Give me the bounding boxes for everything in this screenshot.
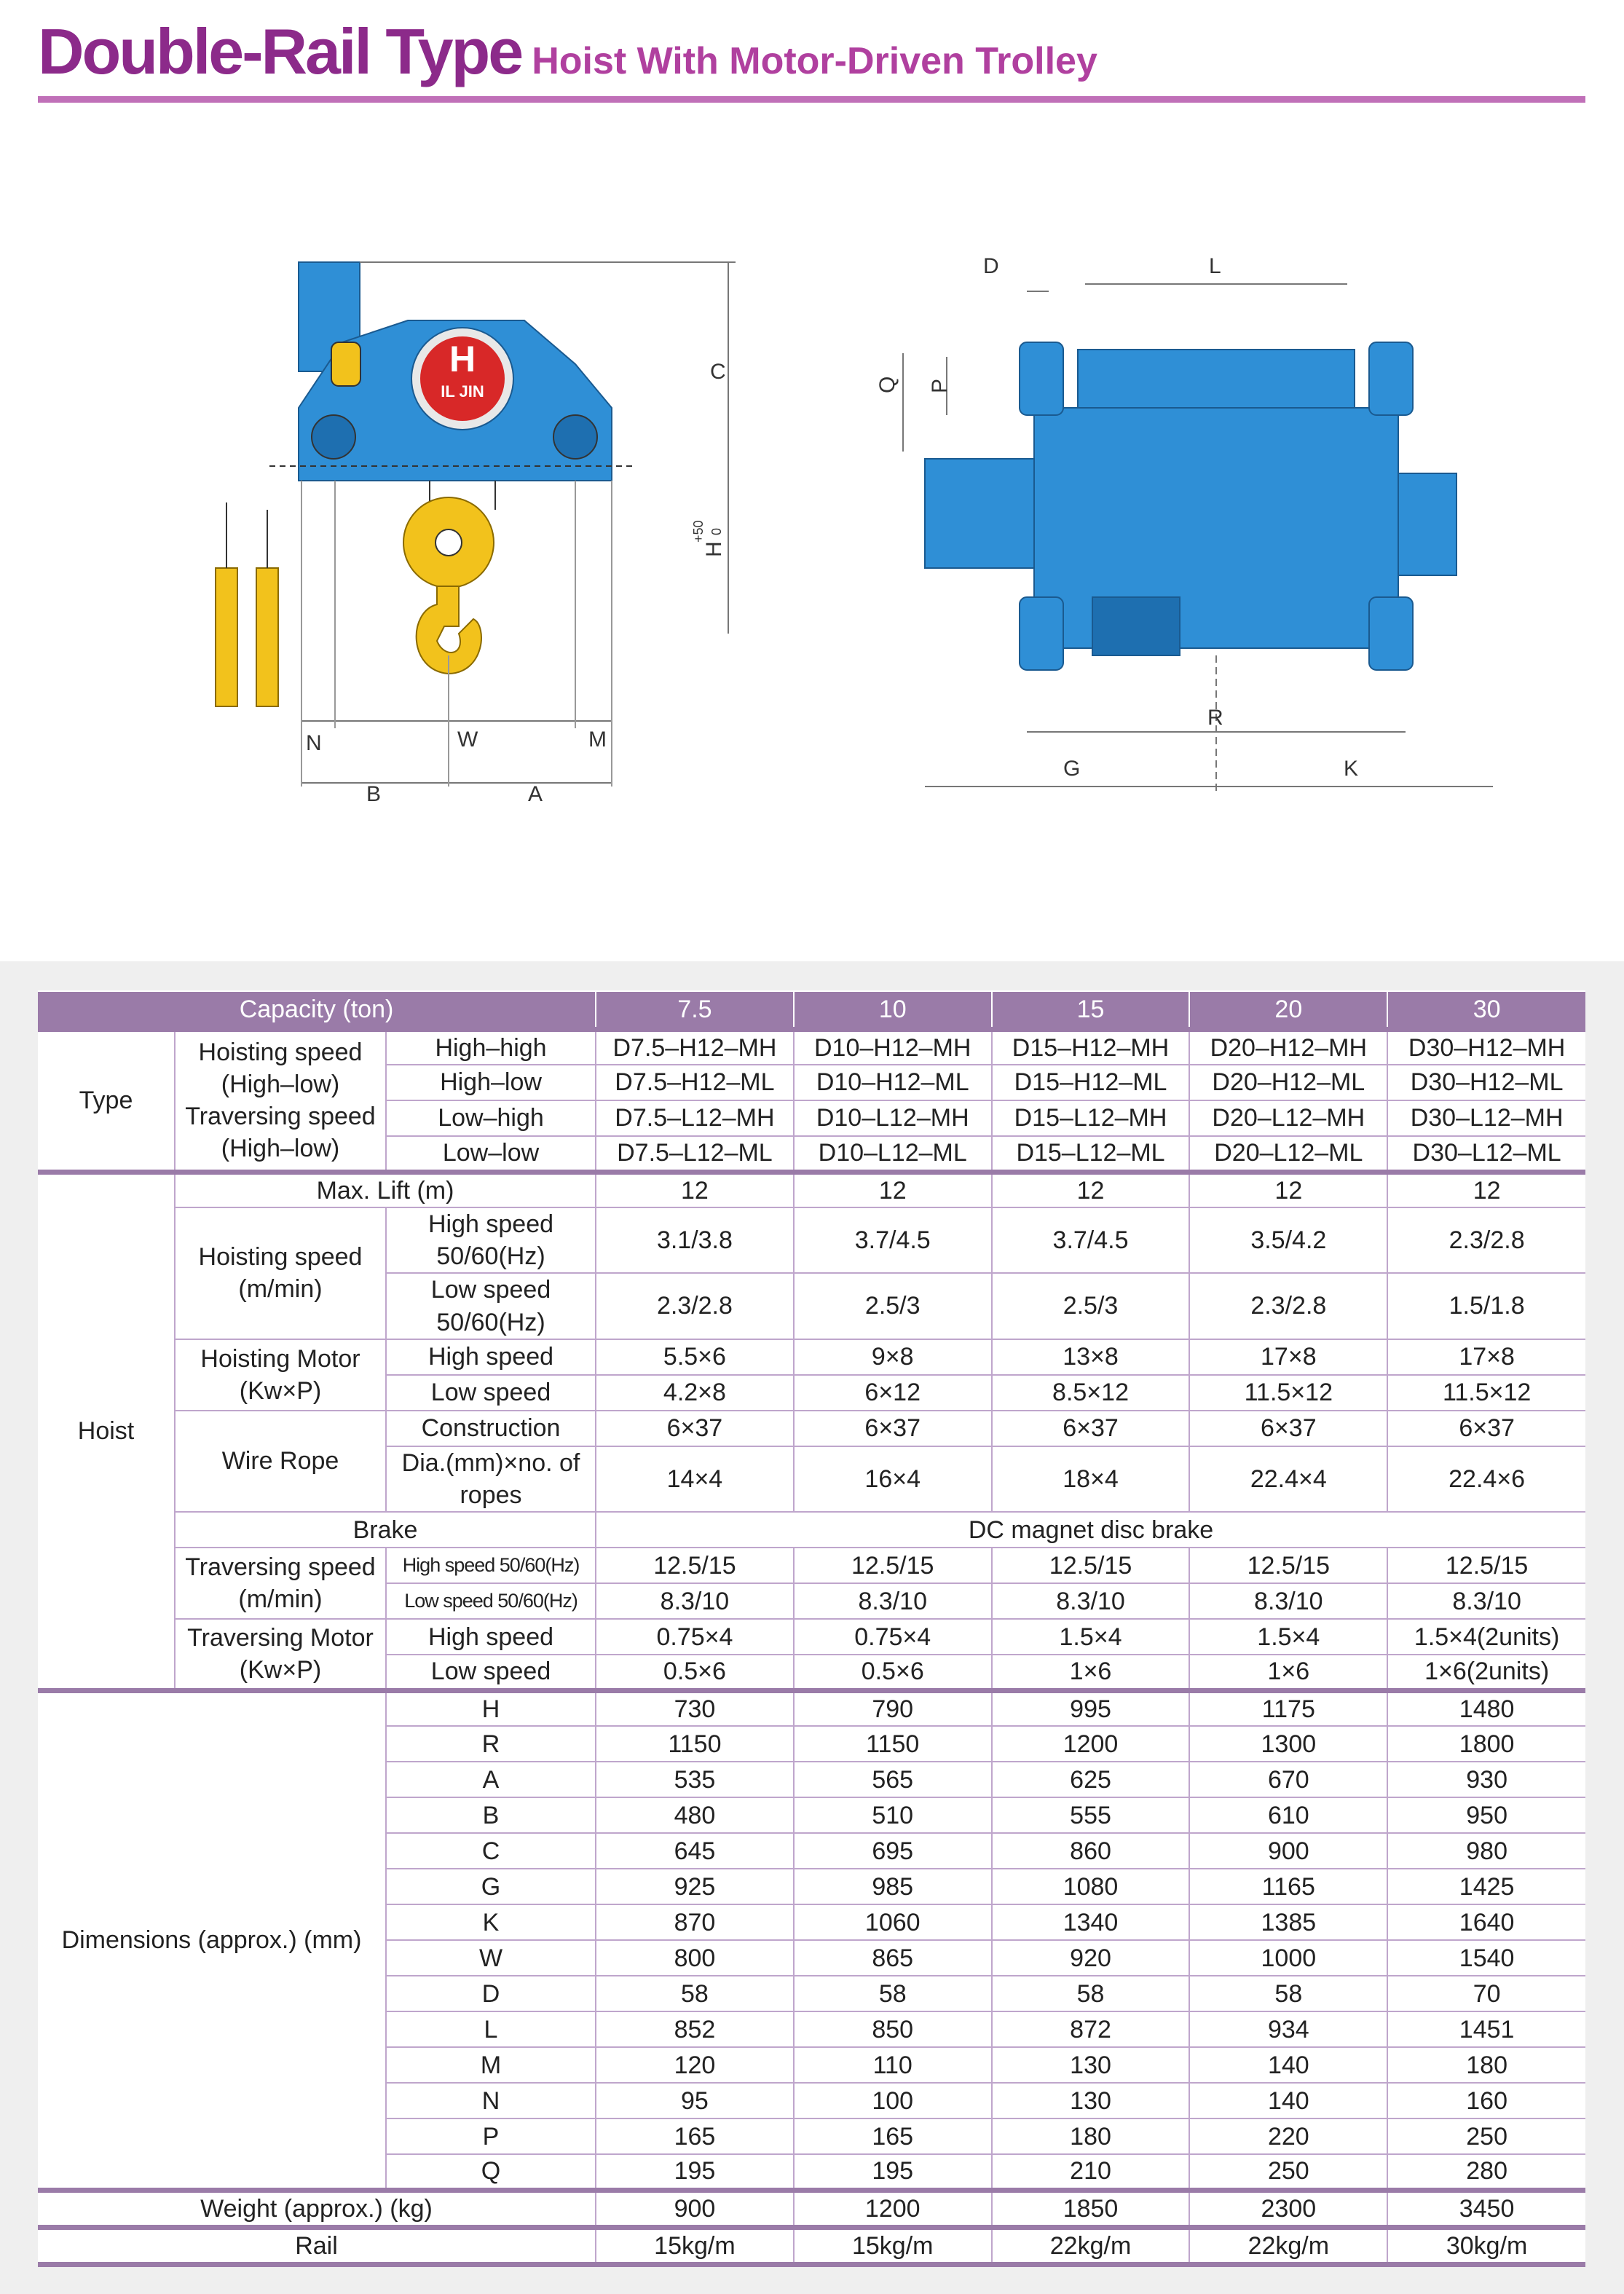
- table-cell: 1060: [794, 1904, 992, 1940]
- page-header: [38, 15, 1097, 89]
- label-m: M: [588, 728, 607, 752]
- table-cell: 1425: [1387, 1869, 1585, 1904]
- table-cell: High speed: [386, 1339, 596, 1375]
- table-cell: D10–H12–MH: [794, 1029, 992, 1065]
- table-cell: 1300: [1189, 1726, 1387, 1762]
- table-cell: 22kg/m: [1189, 2227, 1387, 2264]
- table-cell: 70: [1387, 1976, 1585, 2011]
- table-cell: 480: [596, 1797, 794, 1833]
- table-row: [38, 1690, 1585, 1726]
- logo-letter: H: [449, 339, 476, 379]
- table-cell: 1.5×4: [992, 1619, 1190, 1655]
- table-cell: High speed 50/60(Hz): [386, 1548, 596, 1583]
- label-h-zero: 0: [709, 527, 724, 535]
- table-cell: 15kg/m: [596, 2227, 794, 2264]
- table-cell: 800: [596, 1940, 794, 1976]
- table-cell: 0.75×4: [596, 1619, 794, 1655]
- page-subtitle: Hoist With Motor-Driven Trolley: [532, 40, 1097, 82]
- table-cell: 1480: [1387, 1690, 1585, 1726]
- table-cell: 1.5×4(2units): [1387, 1619, 1585, 1655]
- table-cell: 130: [992, 2083, 1190, 2118]
- table-cell: Q: [386, 2154, 596, 2190]
- table-cell: Low speed 50/60(Hz): [386, 1583, 596, 1619]
- table-row: [38, 1172, 1585, 1207]
- table-cell: D7.5–L12–MH: [596, 1100, 794, 1136]
- table-cell: D15–H12–ML: [992, 1065, 1190, 1100]
- label-g: G: [1063, 757, 1081, 781]
- table-cell: 1385: [1189, 1904, 1387, 1940]
- table-cell: 280: [1387, 2154, 1585, 2190]
- table-cell: D15–H12–MH: [992, 1029, 1190, 1065]
- table-cell: 12.5/15: [1387, 1548, 1585, 1583]
- header-cell: 7.5: [596, 991, 794, 1029]
- table-cell: D: [386, 1976, 596, 2011]
- table-cell: Traversing Motor (Kw×P): [175, 1619, 386, 1690]
- table-cell: 1540: [1387, 1940, 1585, 1976]
- table-row: [38, 1411, 1585, 1446]
- table-cell: 12.5/15: [1189, 1548, 1387, 1583]
- side-view-drawing: [216, 262, 736, 787]
- table-cell: 670: [1189, 1762, 1387, 1797]
- table-cell: 180: [992, 2118, 1190, 2154]
- table-cell: 250: [1189, 2154, 1387, 2190]
- table-cell: 1640: [1387, 1904, 1585, 1940]
- table-row: [38, 2190, 1585, 2227]
- table-cell: 12: [992, 1172, 1190, 1207]
- table-cell: 870: [596, 1904, 794, 1940]
- table-cell: 535: [596, 1762, 794, 1797]
- table-cell: Rail: [38, 2227, 596, 2264]
- table-cell: 900: [1189, 1833, 1387, 1869]
- table-header-row: [38, 991, 1585, 1029]
- table-cell: 1800: [1387, 1726, 1585, 1762]
- table-row: [38, 2227, 1585, 2264]
- table-cell: 2.3/2.8: [1189, 1273, 1387, 1339]
- table-cell: C: [386, 1833, 596, 1869]
- table-cell: 165: [794, 2118, 992, 2154]
- table-cell: 18×4: [992, 1446, 1190, 1512]
- spec-table: [38, 990, 1585, 2267]
- table-cell: 610: [1189, 1797, 1387, 1833]
- table-cell: 16×4: [794, 1446, 992, 1512]
- table-cell: 6×12: [794, 1375, 992, 1411]
- table-cell: Low speed 50/60(Hz): [386, 1273, 596, 1339]
- table-cell: Low speed: [386, 1655, 596, 1690]
- table-cell: D15–L12–MH: [992, 1100, 1190, 1136]
- label-a: A: [528, 782, 543, 806]
- table-cell: 645: [596, 1833, 794, 1869]
- table-cell: 3450: [1387, 2190, 1585, 2227]
- table-cell: 5.5×6: [596, 1339, 794, 1375]
- table-cell: 3.5/4.2: [1189, 1207, 1387, 1273]
- table-cell: Dimensions (approx.) (mm): [38, 1690, 386, 2190]
- table-cell: 6×37: [596, 1411, 794, 1446]
- table-cell: Low–low: [386, 1136, 596, 1172]
- table-cell: High speed: [386, 1619, 596, 1655]
- header-cell: 30: [1387, 991, 1585, 1029]
- table-cell: D30–H12–MH: [1387, 1029, 1585, 1065]
- table-cell: 3.7/4.5: [794, 1207, 992, 1273]
- table-cell: 8.3/10: [1387, 1583, 1585, 1619]
- table-cell: 180: [1387, 2047, 1585, 2083]
- table-cell: Hoisting speed (m/min): [175, 1207, 386, 1339]
- table-cell: D15–L12–ML: [992, 1136, 1190, 1172]
- table-cell: 730: [596, 1690, 794, 1726]
- table-row: [38, 1548, 1585, 1583]
- table-cell: 1×6: [1189, 1655, 1387, 1690]
- table-cell: 934: [1189, 2011, 1387, 2047]
- table-cell: 555: [992, 1797, 1190, 1833]
- table-cell: 9×8: [794, 1339, 992, 1375]
- table-cell: 1200: [794, 2190, 992, 2227]
- table-cell: High speed 50/60(Hz): [386, 1207, 596, 1273]
- header-cell: 10: [794, 991, 992, 1029]
- header-cell: Capacity (ton): [38, 991, 596, 1029]
- table-cell: L: [386, 2011, 596, 2047]
- table-cell: 1340: [992, 1904, 1190, 1940]
- table-cell: High–low: [386, 1065, 596, 1100]
- label-p: P: [928, 378, 952, 393]
- table-cell: 110: [794, 2047, 992, 2083]
- table-cell: 0.5×6: [794, 1655, 992, 1690]
- table-cell: 920: [992, 1940, 1190, 1976]
- table-cell: Low speed: [386, 1375, 596, 1411]
- table-cell: 6×37: [992, 1411, 1190, 1446]
- table-cell: D7.5–H12–MH: [596, 1029, 794, 1065]
- table-cell: 6×37: [1387, 1411, 1585, 1446]
- table-cell: 14×4: [596, 1446, 794, 1512]
- title-underline: [38, 96, 1585, 103]
- label-h-tolerance: +50: [691, 520, 706, 543]
- table-cell: 58: [596, 1976, 794, 2011]
- table-cell: 950: [1387, 1797, 1585, 1833]
- hoist-drawings: [0, 218, 1624, 874]
- label-k: K: [1344, 757, 1359, 781]
- table-row: [38, 1512, 1585, 1548]
- table-cell: D30–L12–ML: [1387, 1136, 1585, 1172]
- table-cell: 0.5×6: [596, 1655, 794, 1690]
- table-cell: 865: [794, 1940, 992, 1976]
- table-cell: 6×37: [1189, 1411, 1387, 1446]
- table-cell: 695: [794, 1833, 992, 1869]
- label-q: Q: [875, 376, 899, 393]
- header-cell: 20: [1189, 991, 1387, 1029]
- table-cell: Brake: [175, 1512, 596, 1548]
- table-cell: 1×6: [992, 1655, 1190, 1690]
- table-cell: 22.4×4: [1189, 1446, 1387, 1512]
- table-cell: 3.7/4.5: [992, 1207, 1190, 1273]
- table-cell: 250: [1387, 2118, 1585, 2154]
- table-cell: 872: [992, 2011, 1190, 2047]
- table-cell: 12: [1387, 1172, 1585, 1207]
- table-cell: D20–L12–MH: [1189, 1100, 1387, 1136]
- table-cell: 58: [992, 1976, 1190, 2011]
- table-cell: 140: [1189, 2047, 1387, 2083]
- table-cell: 160: [1387, 2083, 1585, 2118]
- table-cell: 8.3/10: [596, 1583, 794, 1619]
- table-cell: Type: [38, 1029, 175, 1172]
- table-cell: 8.3/10: [992, 1583, 1190, 1619]
- table-cell: 8.5×12: [992, 1375, 1190, 1411]
- table-cell: 1000: [1189, 1940, 1387, 1976]
- table-cell: M: [386, 2047, 596, 2083]
- table-cell: 625: [992, 1762, 1190, 1797]
- table-cell: 1200: [992, 1726, 1190, 1762]
- table-cell: 8.3/10: [794, 1583, 992, 1619]
- table-cell: DC magnet disc brake: [596, 1512, 1585, 1548]
- table-cell: W: [386, 1940, 596, 1976]
- table-cell: 900: [596, 2190, 794, 2227]
- table-cell: 12: [1189, 1172, 1387, 1207]
- page-title: Double-Rail Type: [38, 15, 522, 87]
- table-cell: H: [386, 1690, 596, 1726]
- table-cell: Hoisting speed (High–low) Traversing speed (High–low): [175, 1029, 386, 1172]
- table-cell: R: [386, 1726, 596, 1762]
- table-cell: 1150: [794, 1726, 992, 1762]
- table-cell: 510: [794, 1797, 992, 1833]
- table-cell: 130: [992, 2047, 1190, 2083]
- table-cell: D20–H12–ML: [1189, 1065, 1387, 1100]
- table-row: [38, 1619, 1585, 1655]
- table-cell: K: [386, 1904, 596, 1940]
- table-cell: D7.5–L12–ML: [596, 1136, 794, 1172]
- table-cell: 58: [794, 1976, 992, 2011]
- table-cell: 2.5/3: [794, 1273, 992, 1339]
- table-cell: G: [386, 1869, 596, 1904]
- table-cell: 30kg/m: [1387, 2227, 1585, 2264]
- table-cell: Weight (approx.) (kg): [38, 2190, 596, 2227]
- table-cell: 1.5/1.8: [1387, 1273, 1585, 1339]
- label-b: B: [366, 782, 382, 806]
- table-cell: Max. Lift (m): [175, 1172, 596, 1207]
- table-cell: 925: [596, 1869, 794, 1904]
- table-cell: 565: [794, 1762, 992, 1797]
- table-cell: 995: [992, 1690, 1190, 1726]
- table-cell: D30–L12–MH: [1387, 1100, 1585, 1136]
- table-cell: 22kg/m: [992, 2227, 1190, 2264]
- table-cell: 1150: [596, 1726, 794, 1762]
- table-cell: Construction: [386, 1411, 596, 1446]
- table-cell: 22.4×6: [1387, 1446, 1585, 1512]
- table-cell: 852: [596, 2011, 794, 2047]
- label-d: D: [983, 254, 999, 278]
- table-cell: 12.5/15: [596, 1548, 794, 1583]
- table-cell: D30–H12–ML: [1387, 1065, 1585, 1100]
- table-cell: 1451: [1387, 2011, 1585, 2047]
- table-cell: A: [386, 1762, 596, 1797]
- label-l: L: [1209, 254, 1221, 278]
- table-row: [38, 1339, 1585, 1375]
- table-row: [38, 1029, 1585, 1065]
- table-cell: 860: [992, 1833, 1190, 1869]
- table-cell: 220: [1189, 2118, 1387, 2154]
- label-r: R: [1207, 706, 1223, 730]
- table-cell: 850: [794, 2011, 992, 2047]
- table-cell: 120: [596, 2047, 794, 2083]
- table-cell: 2300: [1189, 2190, 1387, 2227]
- table-cell: 11.5×12: [1189, 1375, 1387, 1411]
- table-cell: 195: [794, 2154, 992, 2190]
- table-cell: 1.5×4: [1189, 1619, 1387, 1655]
- table-cell: D7.5–H12–ML: [596, 1065, 794, 1100]
- table-cell: 17×8: [1189, 1339, 1387, 1375]
- table-cell: 58: [1189, 1976, 1387, 2011]
- table-cell: D10–L12–ML: [794, 1136, 992, 1172]
- table-cell: 12: [794, 1172, 992, 1207]
- table-row: [38, 1207, 1585, 1273]
- label-w: W: [457, 728, 478, 752]
- table-cell: 140: [1189, 2083, 1387, 2118]
- front-view-drawing: [925, 342, 1457, 670]
- table-cell: 3.1/3.8: [596, 1207, 794, 1273]
- table-cell: Low–high: [386, 1100, 596, 1136]
- table-cell: 195: [596, 2154, 794, 2190]
- table-cell: 12.5/15: [992, 1548, 1190, 1583]
- table-cell: 4.2×8: [596, 1375, 794, 1411]
- header-cell: 15: [992, 991, 1190, 1029]
- table-cell: N: [386, 2083, 596, 2118]
- table-cell: Hoisting Motor (Kw×P): [175, 1339, 386, 1411]
- table-cell: 1850: [992, 2190, 1190, 2227]
- table-cell: 2.5/3: [992, 1273, 1190, 1339]
- table-cell: 985: [794, 1869, 992, 1904]
- table-cell: 12: [596, 1172, 794, 1207]
- table-cell: 13×8: [992, 1339, 1190, 1375]
- table-cell: 100: [794, 2083, 992, 2118]
- logo-text: IL JIN: [441, 382, 484, 401]
- table-cell: 95: [596, 2083, 794, 2118]
- table-cell: B: [386, 1797, 596, 1833]
- table-cell: 1175: [1189, 1690, 1387, 1726]
- label-n: N: [306, 731, 322, 755]
- label-h: H: [702, 541, 726, 557]
- table-cell: D20–H12–MH: [1189, 1029, 1387, 1065]
- table-cell: 12.5/15: [794, 1548, 992, 1583]
- label-c: C: [710, 360, 726, 384]
- table-cell: P: [386, 2118, 596, 2154]
- table-cell: 980: [1387, 1833, 1585, 1869]
- table-cell: 17×8: [1387, 1339, 1585, 1375]
- table-cell: 8.3/10: [1189, 1583, 1387, 1619]
- table-cell: D10–H12–ML: [794, 1065, 992, 1100]
- table-cell: Wire Rope: [175, 1411, 386, 1512]
- table-cell: D20–L12–ML: [1189, 1136, 1387, 1172]
- table-cell: 0.75×4: [794, 1619, 992, 1655]
- table-cell: D10–L12–MH: [794, 1100, 992, 1136]
- table-cell: 2.3/2.8: [1387, 1207, 1585, 1273]
- table-cell: 1080: [992, 1869, 1190, 1904]
- table-cell: 6×37: [794, 1411, 992, 1446]
- table-cell: Dia.(mm)×no. of ropes: [386, 1446, 596, 1512]
- table-cell: 210: [992, 2154, 1190, 2190]
- table-cell: 790: [794, 1690, 992, 1726]
- table-cell: 165: [596, 2118, 794, 2154]
- table-cell: Traversing speed (m/min): [175, 1548, 386, 1619]
- table-cell: 1×6(2units): [1387, 1655, 1585, 1690]
- table-cell: 15kg/m: [794, 2227, 992, 2264]
- table-cell: 1165: [1189, 1869, 1387, 1904]
- table-cell: 2.3/2.8: [596, 1273, 794, 1339]
- table-cell: 930: [1387, 1762, 1585, 1797]
- table-cell: Hoist: [38, 1172, 175, 1690]
- table-cell: 11.5×12: [1387, 1375, 1585, 1411]
- table-cell: High–high: [386, 1029, 596, 1065]
